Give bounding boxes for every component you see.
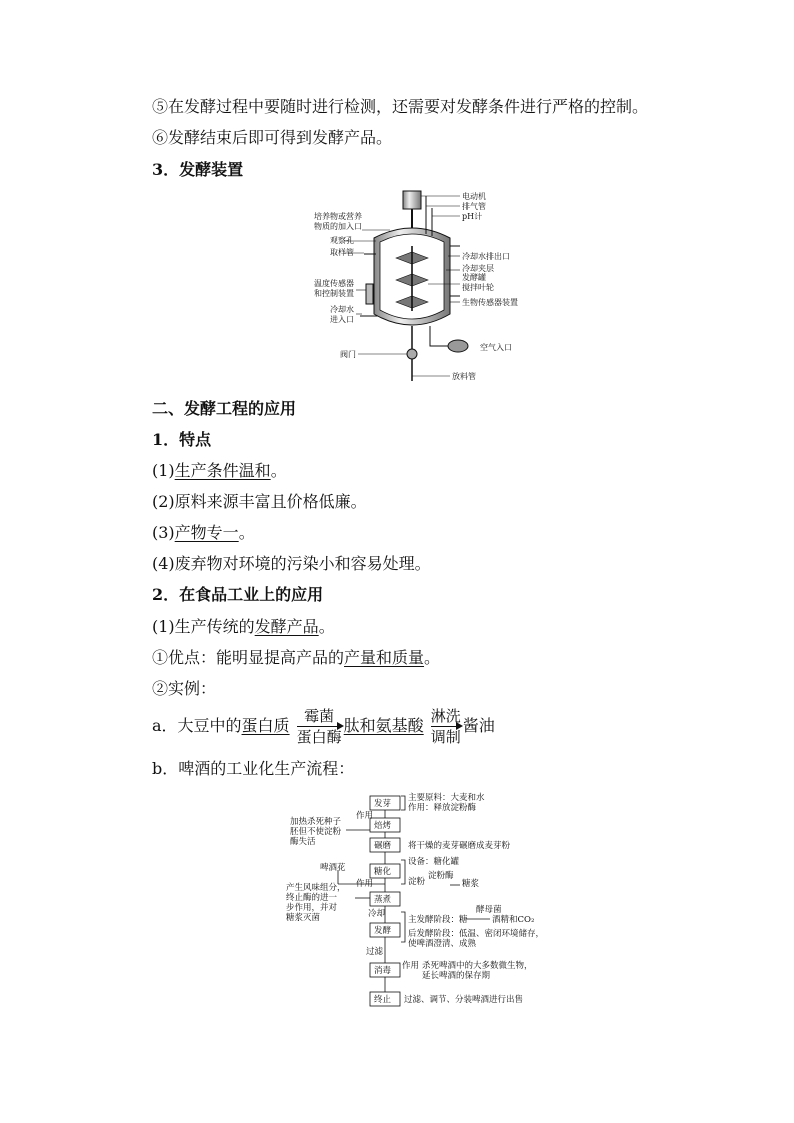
heading-food-industry: 2．在食品工业上的应用: [152, 585, 324, 604]
svg-text:加热杀死种子: 加热杀死种子: [290, 817, 342, 827]
svg-text:淀粉酶: 淀粉酶: [428, 871, 454, 881]
svg-text:放料管: 放料管: [452, 372, 476, 381]
beer-flowchart: [280, 788, 560, 1010]
svg-text:培养物或营养: 培养物或营养: [314, 212, 362, 221]
beer-process-label: b．啤酒的工业化生产流程：: [152, 759, 355, 778]
svg-text:设备：糖化罐: 设备：糖化罐: [408, 857, 460, 867]
svg-text:作用: 作用: [402, 961, 420, 971]
svg-text:搅拌叶轮: 搅拌叶轮: [462, 283, 494, 292]
step6-text: ⑥发酵结束后即可得到发酵产品。: [152, 128, 393, 147]
svg-text:延长啤酒的保存期: 延长啤酒的保存期: [422, 971, 491, 981]
temp-sensor-icon: [366, 284, 373, 304]
svg-text:作用：释放淀粉酶: 作用：释放淀粉酶: [408, 803, 477, 813]
svg-text:冷却水: 冷却水: [330, 305, 354, 314]
svg-text:啤酒花: 啤酒花: [320, 863, 346, 873]
svg-text:终止酶的进一: 终止酶的进一: [286, 893, 338, 903]
svg-text:过滤: 过滤: [366, 947, 384, 957]
svg-text:主发酵阶段：糖: 主发酵阶段：糖: [408, 915, 468, 925]
svg-text:取样管: 取样管: [330, 248, 354, 257]
box-grind: 碾磨: [374, 841, 392, 851]
box-sprout: 发芽: [374, 799, 392, 809]
svg-text:后发酵阶段：低温、密闭环境储存，: 后发酵阶段：低温、密闭环境储存，: [408, 929, 545, 939]
svg-text:作用: 作用: [356, 879, 374, 889]
step5-text: ⑤在发酵过程中要随时进行检测，还需要对发酵条件进行严格的控制。: [152, 97, 649, 116]
svg-text:使啤酒澄清、成熟: 使啤酒澄清、成熟: [408, 939, 477, 949]
heading-fermenter: 3．发酵装置: [152, 160, 244, 179]
svg-text:糖浆: 糖浆: [462, 879, 480, 889]
svg-text:糖浆灭菌: 糖浆灭菌: [286, 913, 321, 923]
svg-text:排气管: 排气管: [462, 202, 486, 211]
svg-text:作用: 作用: [356, 811, 374, 821]
motor-icon: [403, 191, 421, 209]
svg-text:胚但不使淀粉: 胚但不使淀粉: [290, 827, 342, 837]
svg-text:物质的加入口: 物质的加入口: [314, 222, 362, 231]
svg-text:生物传感器装置: 生物传感器装置: [462, 298, 518, 307]
box-end: 终止: [374, 995, 392, 1005]
box-ferment: 发酵: [374, 926, 392, 936]
food-1: (1)生产传统的发酵产品。: [152, 617, 335, 636]
svg-text:主要原料：大麦和水: 主要原料：大麦和水: [408, 793, 485, 803]
svg-text:进入口: 进入口: [330, 315, 354, 324]
box-disinfect: 消毒: [374, 966, 392, 976]
arrow-mold: 霉菌 蛋白酶: [296, 707, 342, 746]
soy-sauce-equation: a．大豆中的蛋白质 霉菌 蛋白酶 肽和氨基酸 淋洗 调制 酱油: [152, 707, 495, 746]
svg-text:冷却: 冷却: [368, 909, 386, 919]
svg-text:阀门: 阀门: [340, 350, 356, 359]
advantage: ①优点：能明显提高产品的产量和质量。: [152, 648, 441, 667]
fermenter-diagram: [300, 186, 530, 386]
svg-text:冷却夹层: 冷却夹层: [462, 264, 494, 273]
svg-text:pH计: pH计: [462, 212, 483, 221]
svg-text:和控制装置: 和控制装置: [314, 289, 354, 298]
svg-text:酶失活: 酶失活: [290, 837, 316, 847]
feature-2: (2)原料来源丰富且价格低廉。: [152, 492, 367, 511]
valve-icon: [407, 349, 417, 359]
box-saccharify: 糖化: [374, 867, 392, 877]
svg-text:电动机: 电动机: [462, 192, 486, 201]
svg-text:产生风味组分，: 产生风味组分，: [286, 883, 346, 893]
feature-1: (1)生产条件温和。: [152, 461, 287, 480]
svg-text:冷却水排出口: 冷却水排出口: [462, 252, 510, 261]
heading-features: 1．特点: [152, 430, 212, 449]
svg-text:杀死啤酒中的大多数微生物，: 杀死啤酒中的大多数微生物，: [422, 961, 533, 971]
svg-text:将干燥的麦芽碾磨成麦芽粉: 将干燥的麦芽碾磨成麦芽粉: [408, 841, 511, 851]
svg-text:观察孔: 观察孔: [330, 236, 354, 245]
svg-text:酒精和CO₂: 酒精和CO₂: [492, 915, 535, 925]
feature-3: (3)产物专一。: [152, 523, 255, 542]
air-pump-icon: [448, 340, 468, 352]
svg-text:酵母菌: 酵母菌: [476, 905, 502, 915]
feature-4: (4)废弃物对环境的污染小和容易处理。: [152, 554, 431, 573]
svg-text:过滤、调节、分装啤酒进行出售: 过滤、调节、分装啤酒进行出售: [404, 995, 524, 1005]
box-bake: 焙烤: [374, 821, 392, 831]
box-boil: 蒸煮: [374, 895, 392, 905]
svg-text:空气入口: 空气入口: [480, 343, 512, 352]
section-2-heading: 二、发酵工程的应用: [152, 399, 297, 418]
svg-text:温度传感器: 温度传感器: [314, 279, 354, 288]
example-label: ②实例：: [152, 679, 217, 698]
svg-text:发酵罐: 发酵罐: [462, 273, 486, 282]
svg-text:步作用，并对: 步作用，并对: [286, 903, 338, 913]
arrow-wash: 淋洗 调制: [430, 707, 461, 746]
svg-text:淀粉: 淀粉: [408, 877, 426, 887]
